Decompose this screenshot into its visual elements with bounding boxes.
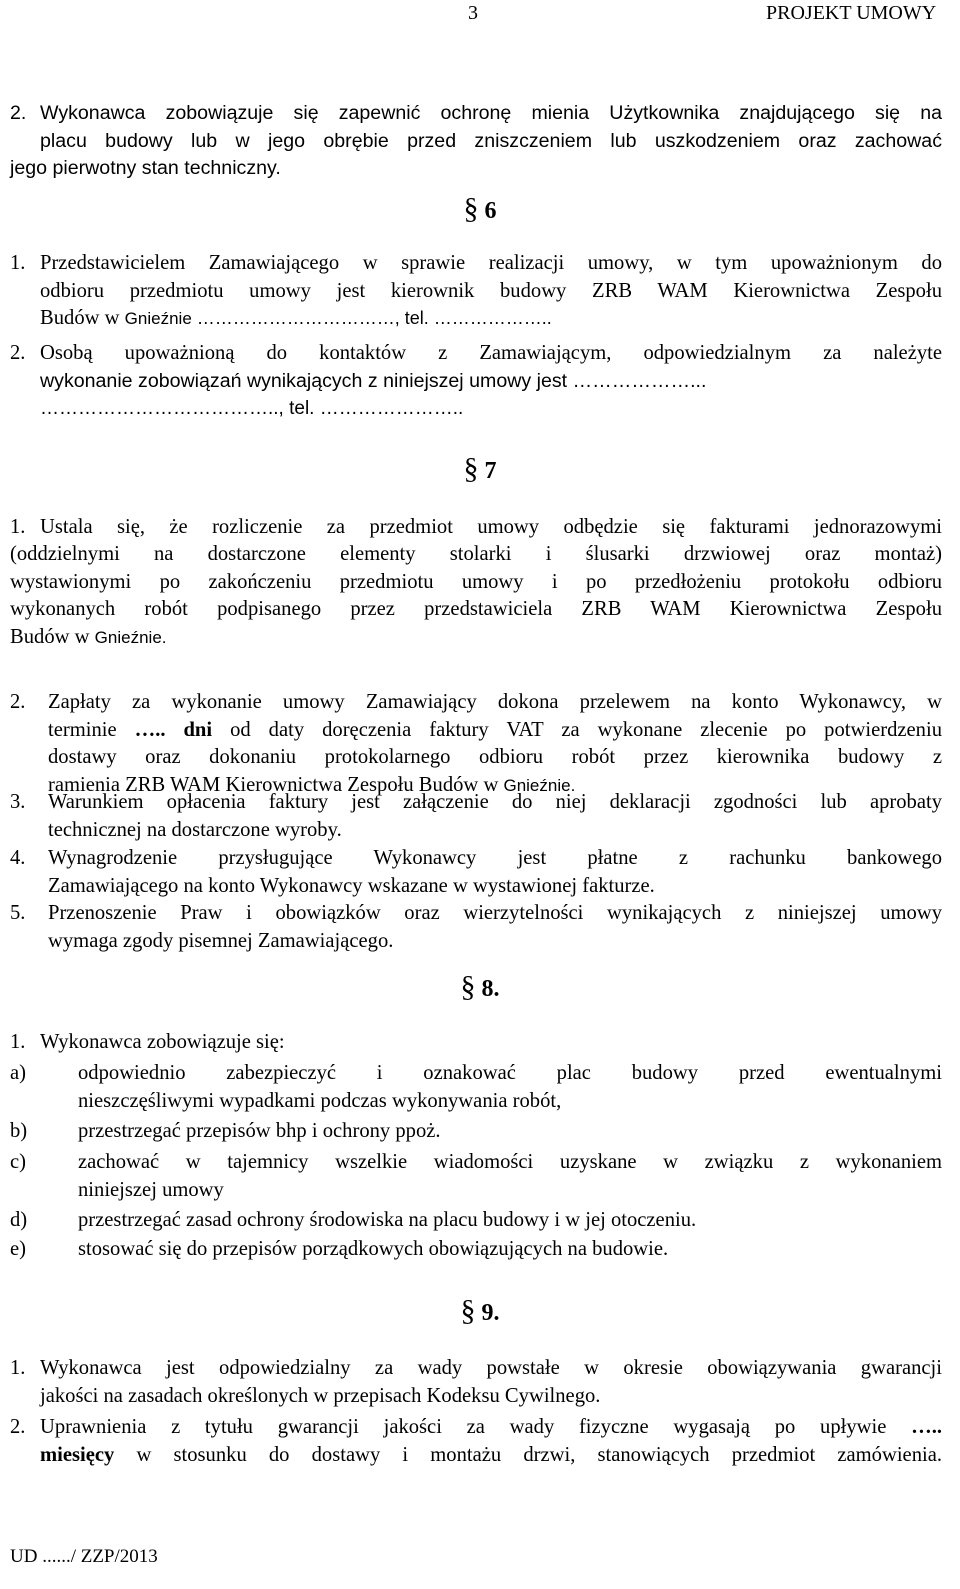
footer-reference: UD ....../ ZZP/2013 [10,1546,158,1567]
text-line: jakości na zasadach określonych w przepisach Kodeksu Cywilnego. [40,1384,601,1407]
item-number: 1. [10,1357,26,1379]
page-number: 3 [468,2,478,24]
item-number: 2. [10,102,27,124]
text-span: ……………………………, tel. ……………….. [191,308,552,328]
item-number: 3. [10,791,26,813]
text-line: wymaga zgody pisemnej Zamawiającego. [48,929,394,952]
text-line: przestrzegać zasad ochrony środowiska na placu budowy i w jej otoczeniu. [78,1209,697,1231]
item-number: 1. [10,1031,26,1053]
text-line: wystawionymi po zakończeniu przedmiotu umowy i po przedłożeniu protokołu odbioru [10,570,942,593]
text-line: niniejszej umowy [78,1178,224,1201]
text-line: technicznej na dostarczone wyroby. [48,818,342,841]
text-line: Wykonawca zobowiązuje się zapewnić ochronę mienia Użytkownika znajdującego się na [40,102,942,124]
text-line: (oddzielnymi na dostarczone elementy stolarki i ślusarki drzwiowej oraz montaż) [10,543,942,565]
section-number: 6 [484,198,497,224]
text-line: Wykonawca jest odpowiedzialny za wady powstałe w okresie obowiązywania gwarancji [40,1357,942,1379]
section-heading-6 [0,192,960,226]
item-label: c) [10,1151,26,1173]
item-number: 2. [10,691,26,713]
text-span: terminie [48,718,135,741]
section-number: 8. [481,976,500,1002]
text-span: w stosunku do dostawy i montażu drzwi, stanowiących przedmiot zamówienia. [114,1443,942,1466]
text-line: dostawy oraz dokonaniu protokolarnego odbioru robót przez kierownika budowy z [48,746,942,768]
text-span: ….. [911,1416,942,1438]
text-line: Przedstawicielem Zamawiającego w sprawie realizacji umowy, w tym upoważnionym do [40,252,942,274]
text-line: przestrzegać przepisów bhp i ochrony ppoż. [78,1120,441,1142]
text-span: ….. dni [134,718,213,741]
text-line: wykonanie zobowiązań wynikających z niniejszej umowy jest ………………... [40,369,707,392]
text-span: miesięcy [40,1443,115,1466]
item-label: d) [10,1209,28,1231]
text-line: placu budowy lub w jego obrębie przed zniszczeniem lub uszkodzeniem oraz zachować [40,129,942,152]
item-label: e) [10,1238,26,1260]
text-span: Gnieźnie. [503,775,576,795]
item-number: 2. [10,342,26,364]
text-line: Wykonawca zobowiązuje się: [40,1031,285,1053]
text-line: zachować w tajemnicy wszelkie wiadomości uzyskane w związku z wykonaniem [78,1151,942,1173]
text-line: Przenoszenie Praw i obowiązków oraz wierzytelności wynikających z niniejszej umowy [48,902,942,924]
section-heading-9 [0,1294,960,1328]
text-line: Zapłaty za wykonanie umowy Zamawiający dokona przelewem na konto Wykonawcy, w [48,691,942,713]
section-symbol: § [463,192,479,225]
item-number: 1. [10,516,26,538]
section-symbol: § [460,970,476,1003]
text-line: nieszczęśliwymi wypadkami podczas wykonywania robót, [78,1089,562,1112]
intro-item-2-line-3 [10,155,942,183]
text-line: wykonanych robót podpisanego przez przedstawiciela ZRB WAM Kierownictwa Zespołu [10,598,942,620]
text-line: odbioru przedmiotu umowy jest kierownik budowy ZRB WAM Kierownictwa Zespołu [40,279,942,302]
text-line: stosować się do przepisów porządkowych obowiązujących na budowie. [78,1238,669,1260]
section-number: 7 [484,458,497,484]
item-number: 2. [10,1416,26,1438]
section-symbol: § [463,452,479,485]
item-number: 5. [10,902,26,924]
text-line: jego pierwotny stan techniczny. [10,157,281,179]
item-number: 1. [10,252,26,274]
text-line: odpowiednio zabezpieczyć i oznakować plac budowy przed ewentualnymi [78,1062,942,1084]
section-number: 9. [481,1300,500,1326]
text-span: ramienia ZRB WAM Kierownictwa Zespołu Budów w [48,773,504,796]
section-heading-8 [0,970,960,1004]
text-line: Wynagrodzenie przysługujące Wykonawcy jest płatne z rachunku bankowego [48,847,942,869]
text-line: Ustala się, że rozliczenie za przedmiot umowy odbędzie się fakturami jednorazowymi [40,516,942,538]
text-span: od daty doręczenia faktury VAT za wykonane zlecenie po potwierdzeniu [212,718,942,741]
text-line: Osobą upoważnioną do kontaktów z Zamawiającym, odpowiedzialnym za należyte [40,342,942,364]
item-label: a) [10,1062,26,1084]
section-heading-7 [0,452,960,486]
header-label: PROJEKT UMOWY [766,2,937,24]
text-line: Warunkiem opłacenia faktury jest załączenie do niej deklaracji zgodności lub aprobaty [48,791,942,813]
text-span: Gnieźnie. [94,627,167,647]
text-span: Gnieźnie [124,309,192,328]
text-span: Budów w [10,625,95,648]
text-line: ……………………………….., tel. ………………….. [40,398,464,419]
text-span: Uprawnienia z tytułu gwarancji jakości za wady fizyczne wygasają po upływie [40,1416,912,1438]
text-line: Zamawiającego na konto Wykonawcy wskazane w wystawionej fakturze. [48,874,655,897]
item-label: b) [10,1120,28,1142]
section-symbol: § [460,1294,476,1327]
item-number: 4. [10,847,26,869]
text-span: Budów w [40,307,125,329]
